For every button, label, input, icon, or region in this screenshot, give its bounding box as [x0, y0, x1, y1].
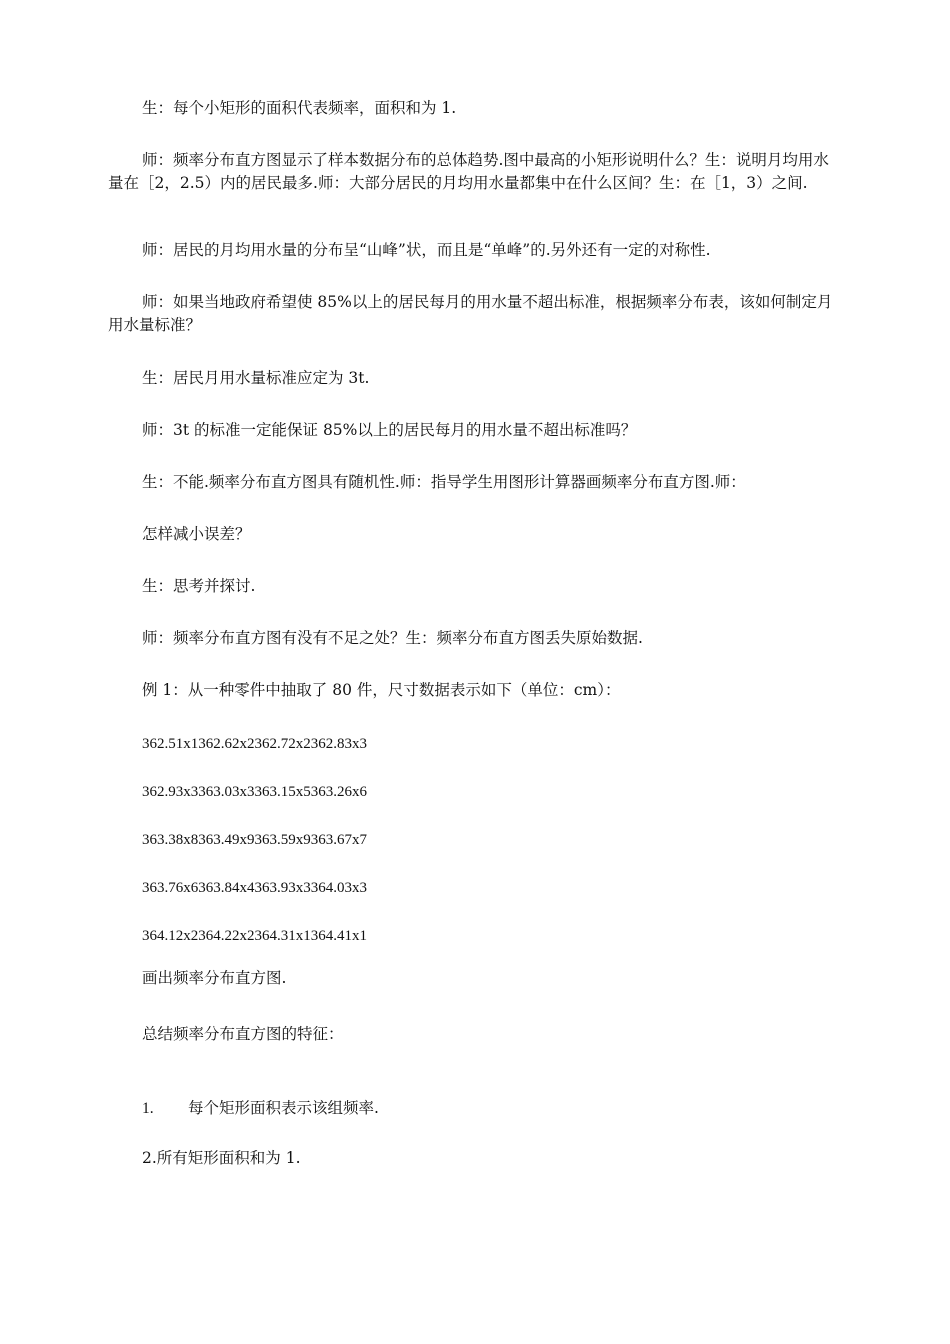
data-row: 363.76x6363.84x4363.93x3364.03x3 [142, 880, 367, 896]
paragraph-draw-histogram: 画出频率分布直方图. [142, 969, 287, 987]
paragraph-summary-heading: 总结频率分布直方图的特征： [142, 1025, 344, 1043]
paragraph-standard-answer: 生：居民月用水量标准应定为 3t. [142, 369, 370, 387]
list-item-1 [142, 1097, 379, 1120]
paragraph-water-standard-question: 师：如果当地政府希望使 85%以上的居民每月的用水量不超出标准，根据频率分布表，该如何制定月用水量标准？ [108, 293, 833, 334]
paragraph-reduce-error: 怎样减小误差？ [142, 525, 251, 543]
paragraph-randomness: 生：不能.频率分布直方图具有随机性.师：指导学生用图形计算器画频率分布直方图.师： [142, 473, 746, 491]
data-row: 362.93x3363.03x3363.15x5363.26x6 [142, 784, 367, 800]
paragraph-area-sum: 生：每个小矩形的面积代表频率，面积和为 1. [142, 99, 457, 117]
paragraph-discussion: 生：思考并探讨. [142, 577, 256, 595]
paragraph-distribution-shape: 师：居民的月均用水量的分布呈“山峰”状，而且是“单峰”的.另外还有一定的对称性. [142, 241, 711, 259]
list-item-1-text: 每个矩形面积表示该组频率. [188, 1099, 379, 1117]
data-row: 363.38x8363.49x9363.59x9363.67x7 [142, 832, 367, 848]
data-row: 364.12x2364.22x2364.31x1364.41x1 [142, 928, 367, 944]
paragraph-standard-check: 师：3t 的标准一定能保证 85%以上的居民每月的用水量不超出标准吗？ [142, 421, 637, 439]
paragraph-shortcomings: 师：频率分布直方图有没有不足之处？生：频率分布直方图丢失原始数据. [142, 629, 643, 647]
list-item-1-number: 1. [142, 1100, 154, 1117]
data-row: 362.51x1362.62x2362.72x2362.83x3 [142, 736, 367, 752]
list-item-2: 2.所有矩形面积和为 1. [142, 1149, 301, 1167]
paragraph-histogram-trend: 师：频率分布直方图显示了样本数据分布的总体趋势.图中最高的小矩形说明什么？生：说明月均用水量在［2，2.5）内的居民最多.师：大部分居民的月均用水量都集中在什么区间？生：在［1，3）之间. [108, 151, 829, 192]
paragraph-example-1: 例 1：从一种零件中抽取了 80 件，尺寸数据表示如下（单位：cm）： [142, 681, 621, 699]
